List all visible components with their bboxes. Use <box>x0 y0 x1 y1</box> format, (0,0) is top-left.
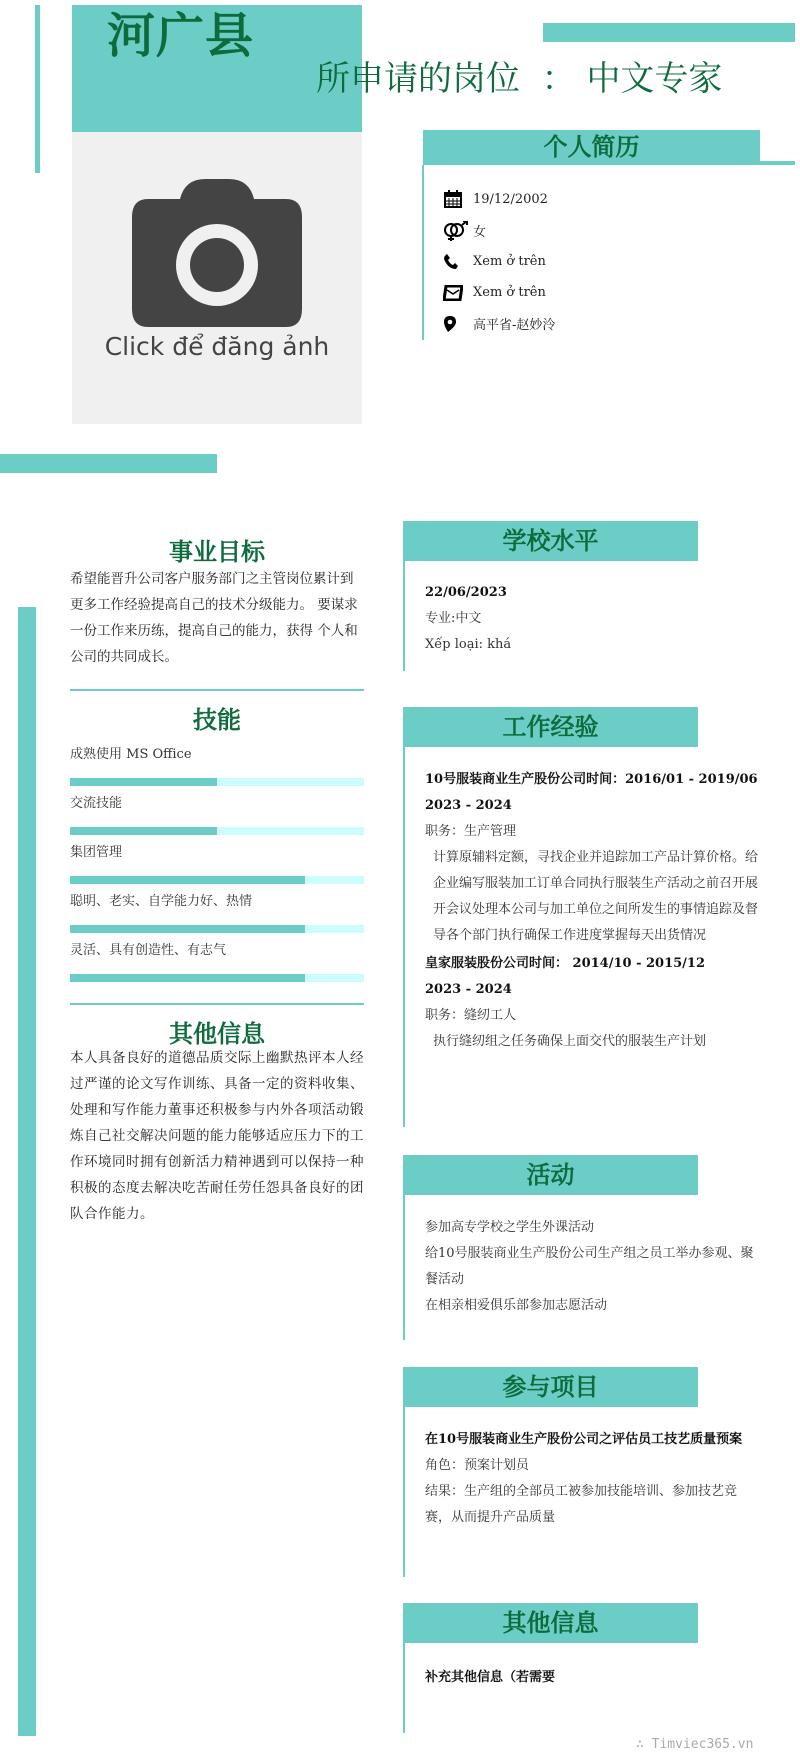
personal-info-underline <box>760 161 795 165</box>
divider <box>70 689 364 691</box>
skill-item[interactable] <box>70 941 364 990</box>
job-role: 职务：缝纫工人 <box>425 1008 517 1023</box>
projects-title: 参与项目 <box>403 1367 698 1407</box>
phone-row[interactable] <box>443 246 555 277</box>
decorative-bar-left-top <box>35 5 40 173</box>
activities-list <box>425 1215 760 1319</box>
photo-caption: Click để đăng ảnh <box>104 332 330 361</box>
project-result: 结果：生产组的全部员工被参加技能培训、参加技艺竞赛，从而提升产品质量 <box>425 1484 738 1525</box>
skill-bar-fill <box>70 876 305 884</box>
job-description: 计算原辅料定额，寻找企业并追踪加工产品计算价格。给企业编写服装加工订单合同执行服装生产活动之前召开展开会议处理本公司与加工单位之间所发生的事情追踪及督导各个部门执行确保工作进度掌握每天出货情况 <box>433 850 759 943</box>
job-item[interactable] <box>425 951 760 1055</box>
gender-row[interactable] <box>443 215 555 246</box>
address-row[interactable] <box>443 308 555 339</box>
projects-border <box>403 1407 405 1577</box>
skill-item[interactable] <box>70 843 364 892</box>
job-description: 执行缝纫组之任务确保上面交代的服装生产计划 <box>433 1034 707 1049</box>
education-major: 专业:中文 <box>425 611 482 626</box>
applied-position[interactable] <box>316 55 722 103</box>
job-period: 2023 - 2024 <box>425 798 512 813</box>
other-info-right-title: 其他信息 <box>403 1603 698 1643</box>
decorative-bar-middle <box>0 454 217 473</box>
activity-item[interactable]: 参加高专学校之学生外课活动 <box>425 1220 595 1235</box>
decorative-bar-top-right <box>543 23 795 42</box>
gender-value: 女 <box>473 225 487 240</box>
skill-label: 交流技能 <box>70 796 123 811</box>
email-row[interactable] <box>443 277 555 308</box>
other-info-right-text: 补充其他信息（若需要 <box>425 1670 556 1685</box>
job-company: 10号服装商业生产股份公司时间：2016/01 - 2019/06 <box>425 772 758 787</box>
skill-label: 成熟使用 MS Office <box>70 747 192 762</box>
skill-bar <box>70 827 364 835</box>
phone-icon <box>443 252 473 272</box>
position-value: 中文专家 <box>586 59 723 99</box>
activities-title: 活动 <box>403 1155 698 1195</box>
skill-bar <box>70 925 364 933</box>
project-role: 角色：预案计划员 <box>425 1458 530 1473</box>
education-body[interactable] <box>425 580 765 658</box>
skill-bar-fill <box>70 827 217 835</box>
skills-title: 技能 <box>193 706 241 734</box>
education-title: 学校水平 <box>403 521 698 561</box>
job-role: 职务：生产管理 <box>425 824 517 839</box>
birthdate-value: 19/12/2002 <box>473 192 548 207</box>
job-item[interactable] <box>425 767 760 949</box>
career-goal-title: 事业目标 <box>169 538 265 566</box>
experience-title: 工作经验 <box>403 707 698 747</box>
email-value: Xem ở trên <box>473 285 546 300</box>
divider <box>70 1003 364 1005</box>
skill-bar <box>70 876 364 884</box>
job-period: 2023 - 2024 <box>425 982 512 997</box>
birthdate-row[interactable] <box>443 184 555 215</box>
skill-bar-fill <box>70 778 217 786</box>
activity-item[interactable]: 在相亲相爱俱乐部参加志愿活动 <box>425 1298 608 1313</box>
position-separator: ： <box>541 59 576 99</box>
address-value: 高平省-赵妙泠 <box>473 318 556 333</box>
decorative-bar-left-long <box>18 607 36 1736</box>
personal-info-title: 个人简历 <box>423 130 760 165</box>
personal-info-list <box>443 184 555 339</box>
skill-bar <box>70 778 364 786</box>
calendar-icon <box>443 190 473 210</box>
job-company: 皇家服装股份公司时间： 2014/10 - 2015/12 <box>425 956 706 971</box>
photo-upload[interactable] <box>72 132 362 424</box>
candidate-name[interactable]: 河广县 <box>107 8 255 64</box>
skill-label: 集团管理 <box>70 845 123 860</box>
skill-bar-fill <box>70 925 305 933</box>
other-info-right-body[interactable] <box>425 1665 765 1691</box>
skill-bar <box>70 974 364 982</box>
skill-item[interactable] <box>70 892 364 941</box>
education-border <box>403 561 405 671</box>
skill-bar-fill <box>70 974 305 982</box>
career-goal-text[interactable]: 希望能晋升公司客户服务部门之主管岗位累计到更多工作经验提高自己的技术分级能力。 要谋求一份工作来历练，提高自己的能力，获得 个人和公司的共同成长。 <box>70 571 358 665</box>
other-info-left-text[interactable]: 本人具备良好的道德品质交际上幽默热评本人经 过严谨的论文写作训练、具备一定的资料收集、 处理和写作能力董事还积极参与内外各项活动锻 炼自己社交解决问题的能力能够适应压力下的工 作环境同时拥有创新活力精神遇到可以保持一种 积极的态度去解决吃苦耐任劳任怨具备良好的团 队合作能力。 <box>70 1050 364 1222</box>
activity-item[interactable]: 给10号服装商业生产股份公司生产组之员工举办参观、聚餐活动 <box>425 1246 754 1287</box>
skills-list <box>70 745 364 990</box>
activities-border <box>403 1195 405 1340</box>
skill-label: 聪明、老实、自学能力好、热情 <box>70 894 253 909</box>
gender-icon <box>443 221 473 241</box>
education-date: 22/06/2023 <box>425 585 507 600</box>
phone-value: Xem ở trên <box>473 254 546 269</box>
personal-info-border <box>422 165 424 340</box>
location-icon <box>443 314 473 334</box>
experience-border <box>403 747 405 1127</box>
other-info-left-title: 其他信息 <box>169 1020 265 1048</box>
other-info-right-border <box>403 1643 405 1733</box>
education-grade: Xếp loại: khá <box>425 637 512 652</box>
experience-body <box>425 767 760 1055</box>
skill-item[interactable] <box>70 794 364 843</box>
project-name: 在10号服装商业生产股份公司之评估员工技艺质量预案 <box>425 1432 743 1447</box>
skill-item[interactable] <box>70 745 364 794</box>
camera-icon <box>130 177 304 327</box>
email-icon <box>443 283 473 303</box>
position-label: 所申请的岗位 <box>316 59 520 99</box>
watermark: ∴ Timviec365.vn <box>636 1737 754 1752</box>
projects-body[interactable] <box>425 1427 760 1531</box>
skill-label: 灵活、具有创造性、有志气 <box>70 943 227 958</box>
